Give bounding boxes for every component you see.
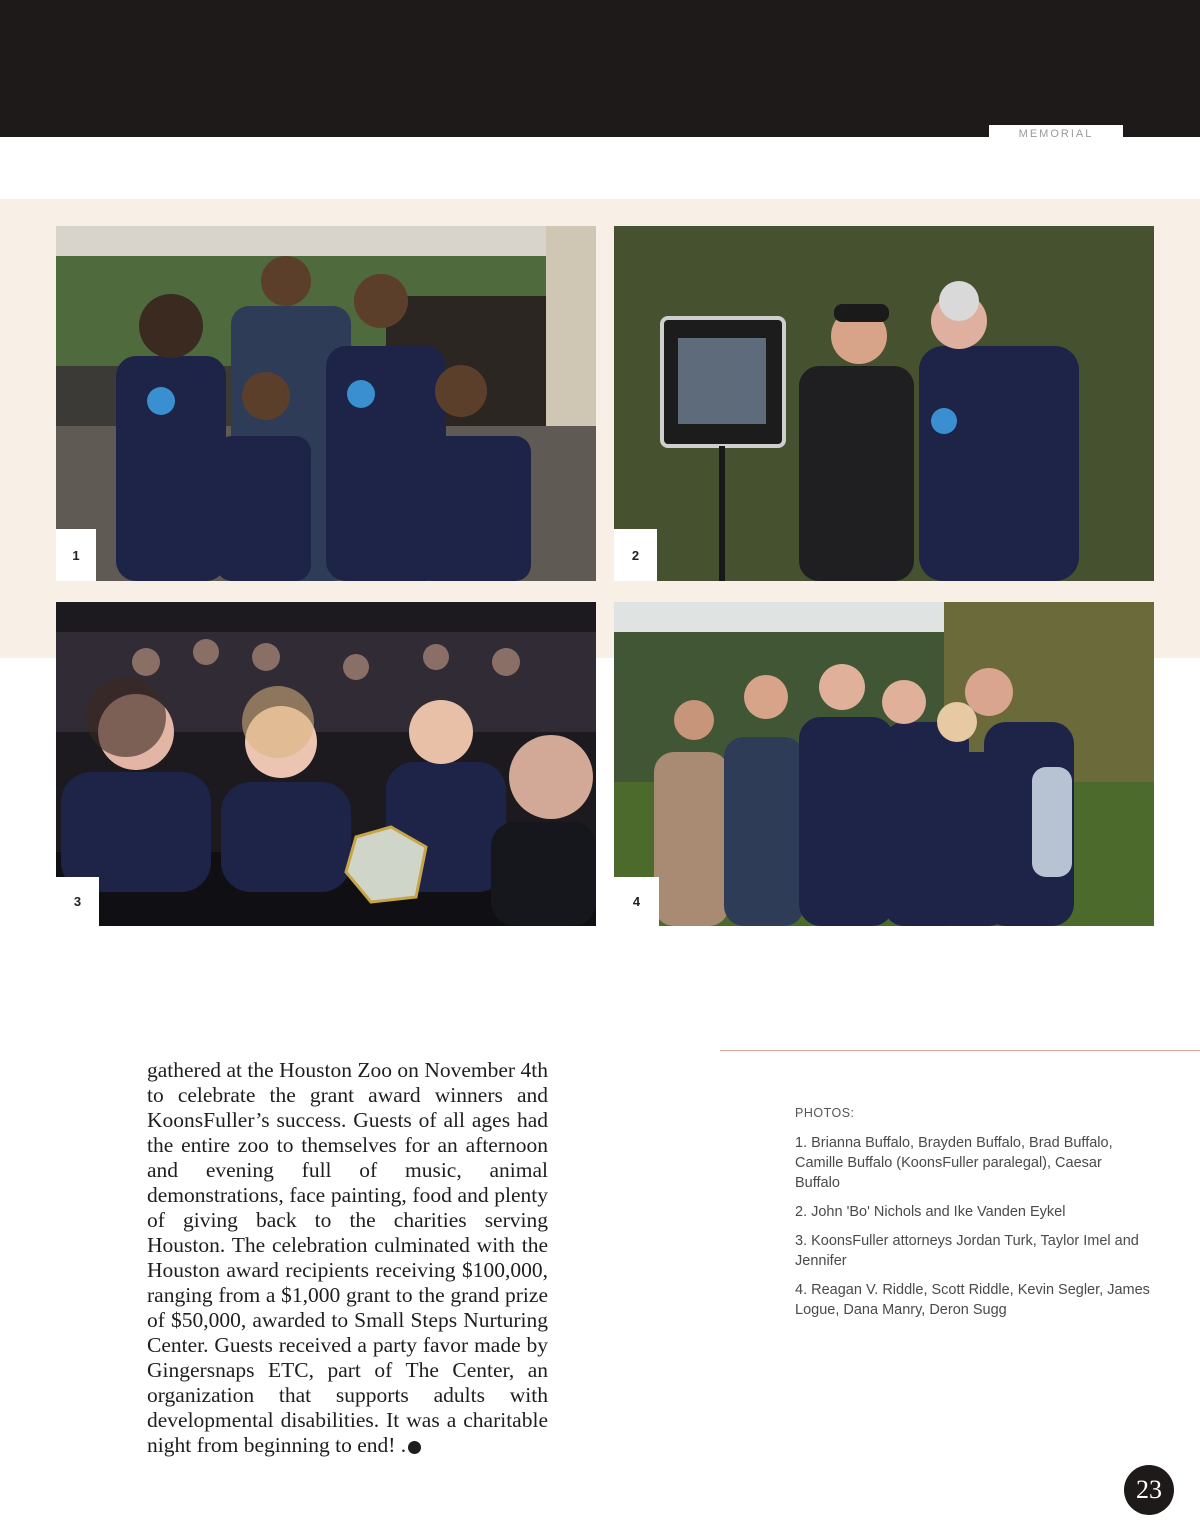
caption-3: 3. KoonsFuller attorneys Jordan Turk, Taylor Imel and Jennifer (795, 1233, 1139, 1269)
section-label: MEMORIAL (989, 125, 1123, 145)
article-body-text: gathered at the Houston Zoo on November 4th to celebrate the grant award winners and KoonsFuller’s success. Guests of all ages had the entire zoo to themselves for an afternoon and evening full of music, animal demonstrations, face painting, food and plenty of giving back to the charities serving Houston. The celebration culminated with the Houston award recipients receiving $100,000, ranging from a $1,000 grant to the grand prize of $50,000, awarded to Small Steps Nurturing Center. Guests received a party favor made by Gingersnaps ETC, part of The Center, an organization that supports adults with developmental disabilities. It was a charitable night from beginning to end! . (147, 1058, 548, 1457)
end-mark-icon (408, 1441, 421, 1454)
caption-2: 2. John 'Bo' Nichols and Ike Vanden Eykel (795, 1204, 1066, 1220)
photo-4-number: 4 (614, 877, 659, 926)
photo-2 (614, 226, 1154, 581)
caption-1: 1. Brianna Buffalo, Brayden Buffalo, Brad Buffalo, Camille Buffalo (KoonsFuller paralegal), Caesar Buffalo (795, 1135, 1113, 1191)
captions-label: PHOTOS: (795, 1106, 855, 1120)
photo-3 (56, 602, 596, 926)
photo-2-number: 2 (614, 529, 657, 581)
photo-captions (795, 1103, 1150, 1329)
photo-4 (614, 602, 1154, 926)
article-body (147, 1058, 548, 1458)
photo-1 (56, 226, 596, 581)
captions-divider (720, 1050, 1200, 1051)
photo-1-number: 1 (56, 529, 96, 581)
caption-4: 4. Reagan V. Riddle, Scott Riddle, Kevin Segler, James Logue, Dana Manry, Deron Sugg (795, 1282, 1150, 1318)
page-number: 23 (1124, 1465, 1174, 1515)
header-bar (0, 0, 1200, 137)
photo-3-number: 3 (56, 877, 99, 926)
